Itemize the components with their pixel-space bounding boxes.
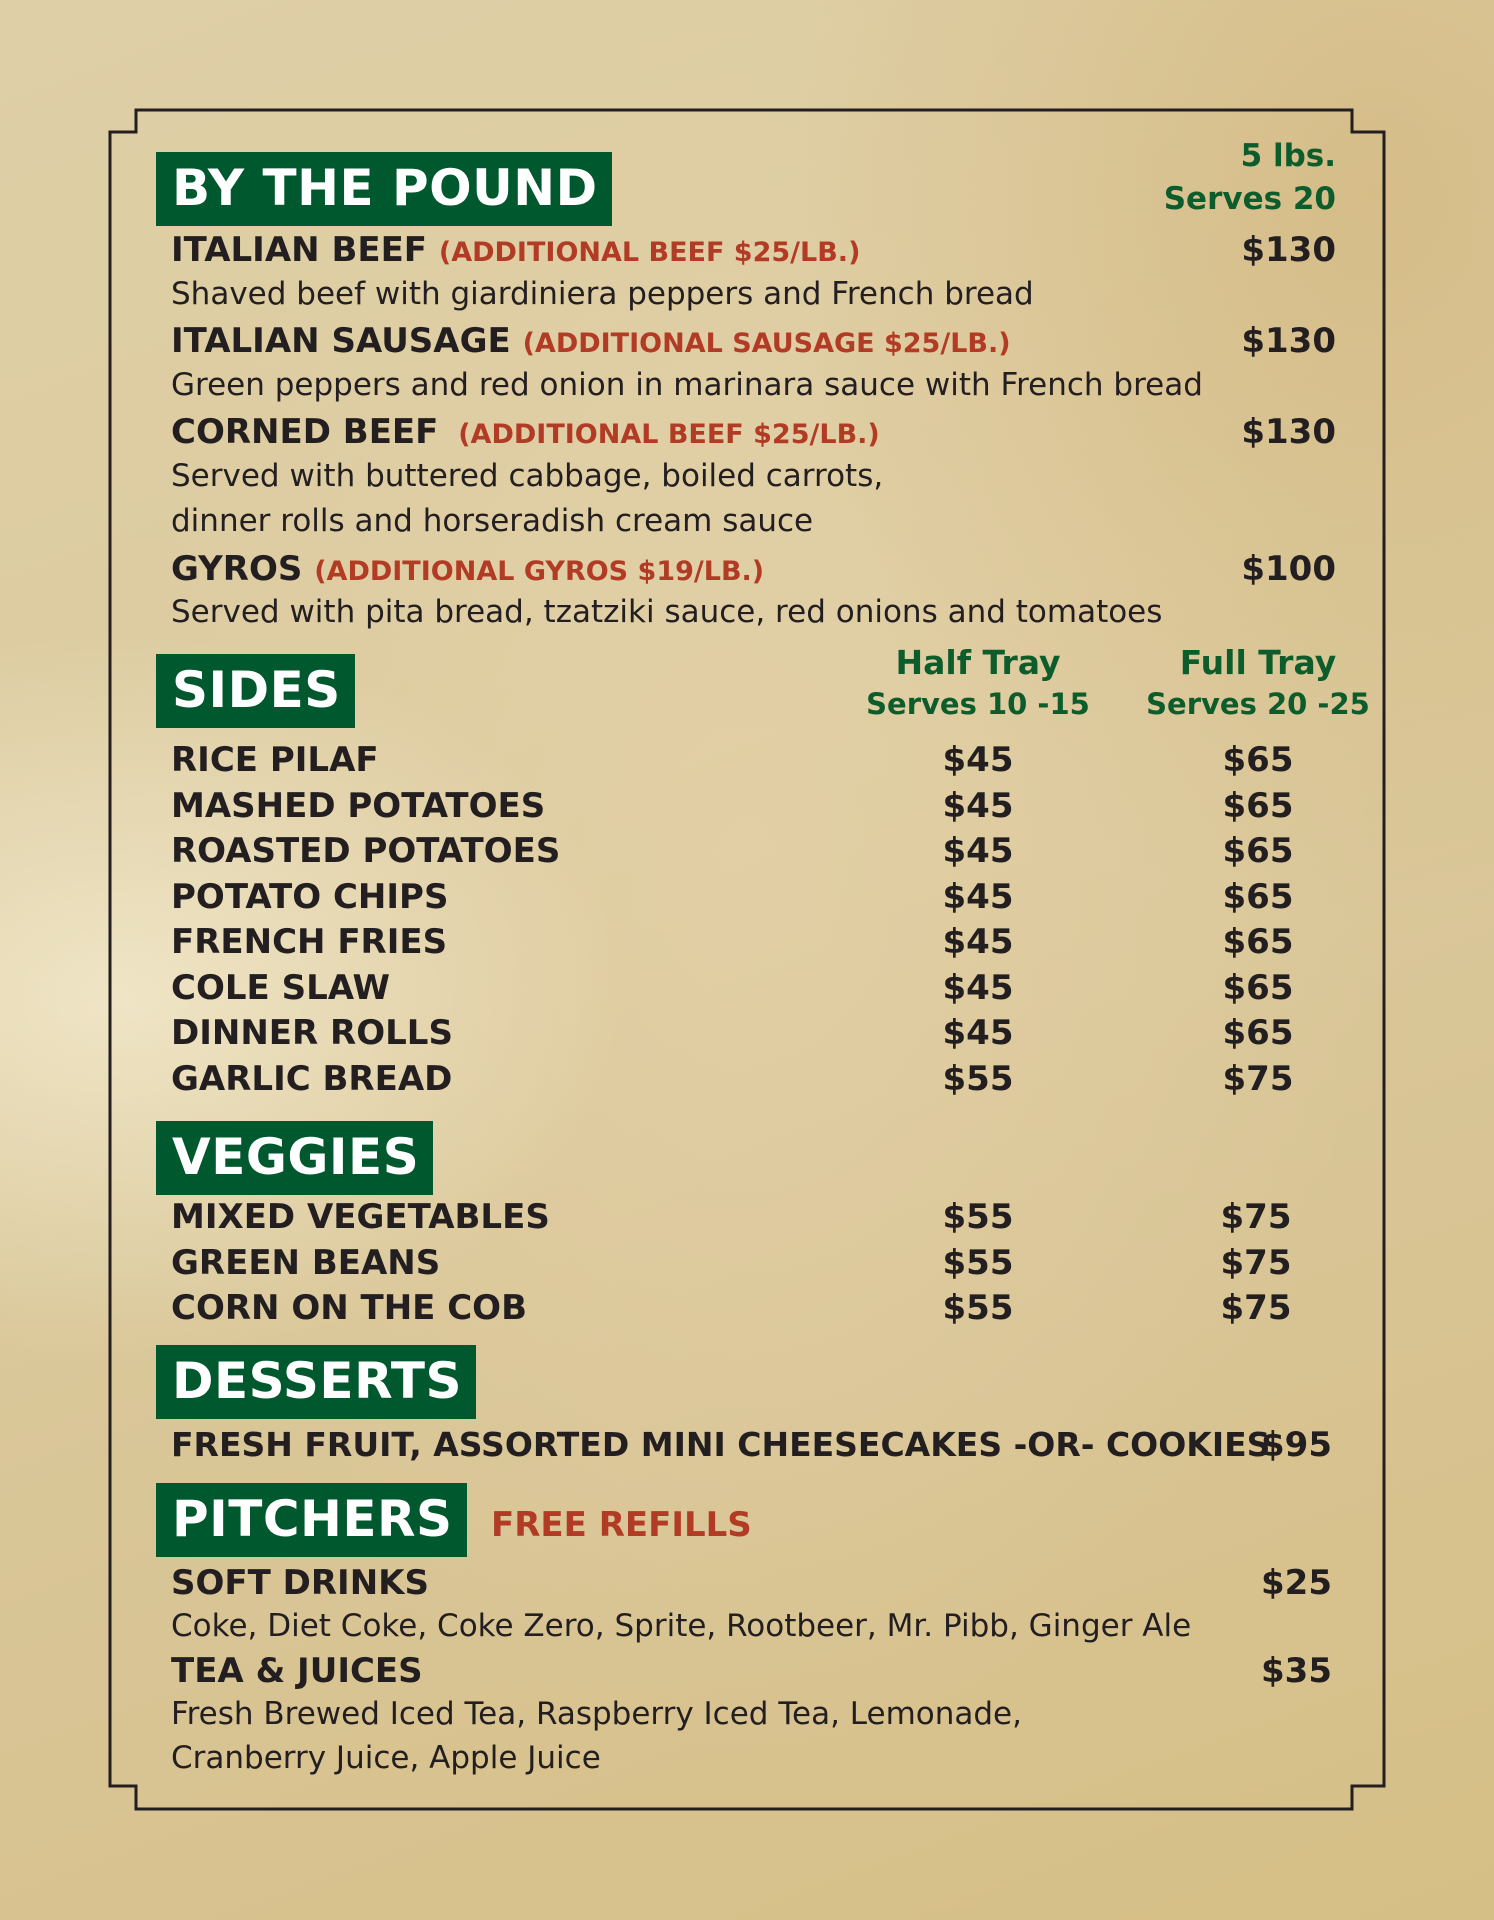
half-tray-label: Half Tray (895, 643, 1061, 682)
half-tray-serves: Serves 10 -15 (866, 687, 1090, 721)
item-description: dinner rolls and horseradish cream sauce (171, 503, 814, 539)
half-tray-price: $45 (942, 831, 1014, 871)
item-note: (ADDITIONAL GYROS $19/LB.) (314, 556, 765, 587)
side-item-french-fries: FRENCH FRIES (171, 922, 448, 962)
half-tray-price: $45 (942, 786, 1014, 826)
header-veggies: VEGGIES (156, 1121, 433, 1195)
item-price: $100 (1241, 549, 1336, 589)
dessert-item: FRESH FRUIT, ASSORTED MINI CHEESECAKES -OR- COOKIES (171, 1425, 1271, 1464)
item-name: ITALIAN BEEF (171, 230, 428, 270)
item-note: (ADDITIONAL SAUSAGE $25/LB.) (522, 328, 1011, 359)
full-tray-price: $65 (1222, 922, 1294, 962)
full-tray-price: $65 (1222, 968, 1294, 1008)
item-price: $35 (1261, 1651, 1332, 1691)
item-description: Fresh Brewed Iced Tea, Raspberry Iced Tea, Lemonade, (171, 1696, 1022, 1732)
full-tray-price: $65 (1222, 740, 1294, 780)
full-tray-price: $75 (1222, 1059, 1294, 1099)
free-refills-note: FREE REFILLS (491, 1505, 752, 1545)
header-pitchers: PITCHERS (156, 1483, 467, 1557)
item-description: Green peppers and red onion in marinara sauce with French bread (171, 367, 1203, 403)
side-item-rice-pilaf: RICE PILAF (171, 740, 379, 780)
full-tray-price: $65 (1222, 786, 1294, 826)
pitcher-item-soft-drinks: SOFT DRINKS (171, 1563, 429, 1603)
side-item-cole-slaw: COLE SLAW (171, 968, 391, 1008)
side-item-potato-chips: POTATO CHIPS (171, 877, 449, 917)
half-tray-price: $45 (942, 877, 1014, 917)
item-name: GYROS (171, 549, 303, 589)
item-description: Coke, Diet Coke, Coke Zero, Sprite, Rootbeer, Mr. Pibb, Ginger Ale (171, 1608, 1192, 1644)
half-tray-price: $45 (942, 1013, 1014, 1053)
full-tray-price: $65 (1222, 877, 1294, 917)
item-name: CORNED BEEF (171, 412, 439, 452)
item-note: (ADDITIONAL BEEF $25/LB.) (458, 419, 880, 450)
side-item-roasted-potatoes: ROASTED POTATOES (171, 831, 561, 871)
full-tray-label: Full Tray (1179, 643, 1337, 682)
item-description: Served with pita bread, tzatziki sauce, red onions and tomatoes (171, 594, 1163, 630)
item-description: Cranberry Juice, Apple Juice (171, 1740, 601, 1776)
pitcher-item-tea-juices: TEA & JUICES (171, 1651, 423, 1691)
menu-item-corned-beef (171, 412, 880, 452)
half-tray-price: $45 (942, 740, 1014, 780)
side-item-garlic-bread: GARLIC BREAD (171, 1059, 453, 1099)
half-tray-price: $55 (942, 1059, 1014, 1099)
half-tray-price: $45 (942, 968, 1014, 1008)
side-item-mashed-potatoes: MASHED POTATOES (171, 786, 546, 826)
half-tray-price: $45 (942, 922, 1014, 962)
full-tray-price: $65 (1222, 1013, 1294, 1053)
veggie-item-green-beans: GREEN BEANS (171, 1243, 441, 1283)
menu-item-gyros (171, 549, 764, 589)
full-tray-price: $75 (1220, 1288, 1292, 1328)
menu-item-italian-beef (171, 230, 860, 270)
item-price: $130 (1241, 412, 1336, 452)
item-description: Shaved beef with giardiniera peppers and French bread (171, 276, 1034, 312)
item-description: Served with buttered cabbage, boiled carrots, (171, 458, 884, 494)
half-tray-price: $55 (942, 1197, 1014, 1237)
side-item-dinner-rolls: DINNER ROLLS (171, 1013, 453, 1053)
header-desserts: DESSERTS (156, 1345, 476, 1419)
veggie-item-corn-on-the-cob: CORN ON THE COB (171, 1288, 528, 1328)
veggie-item-mixed-vegetables: MIXED VEGETABLES (171, 1197, 550, 1237)
menu-item-italian-sausage (171, 321, 1011, 361)
full-tray-price: $75 (1220, 1197, 1292, 1237)
full-tray-price: $75 (1220, 1243, 1292, 1283)
item-note: (ADDITIONAL BEEF $25/LB.) (438, 237, 861, 268)
pound-serves-label: Serves 20 (1163, 181, 1336, 217)
header-sides: SIDES (156, 654, 355, 728)
half-tray-price: $55 (942, 1243, 1014, 1283)
full-tray-price: $65 (1222, 831, 1294, 871)
dessert-price: $95 (1261, 1425, 1332, 1465)
pound-size-label: 5 lbs. (1240, 138, 1336, 174)
half-tray-price: $55 (942, 1288, 1014, 1328)
item-price: $25 (1261, 1563, 1332, 1603)
header-by-the-pound: BY THE POUND (156, 152, 612, 226)
full-tray-serves: Serves 20 -25 (1146, 687, 1370, 721)
item-price: $130 (1241, 230, 1336, 270)
item-name: ITALIAN SAUSAGE (171, 321, 511, 361)
item-price: $130 (1241, 321, 1336, 361)
